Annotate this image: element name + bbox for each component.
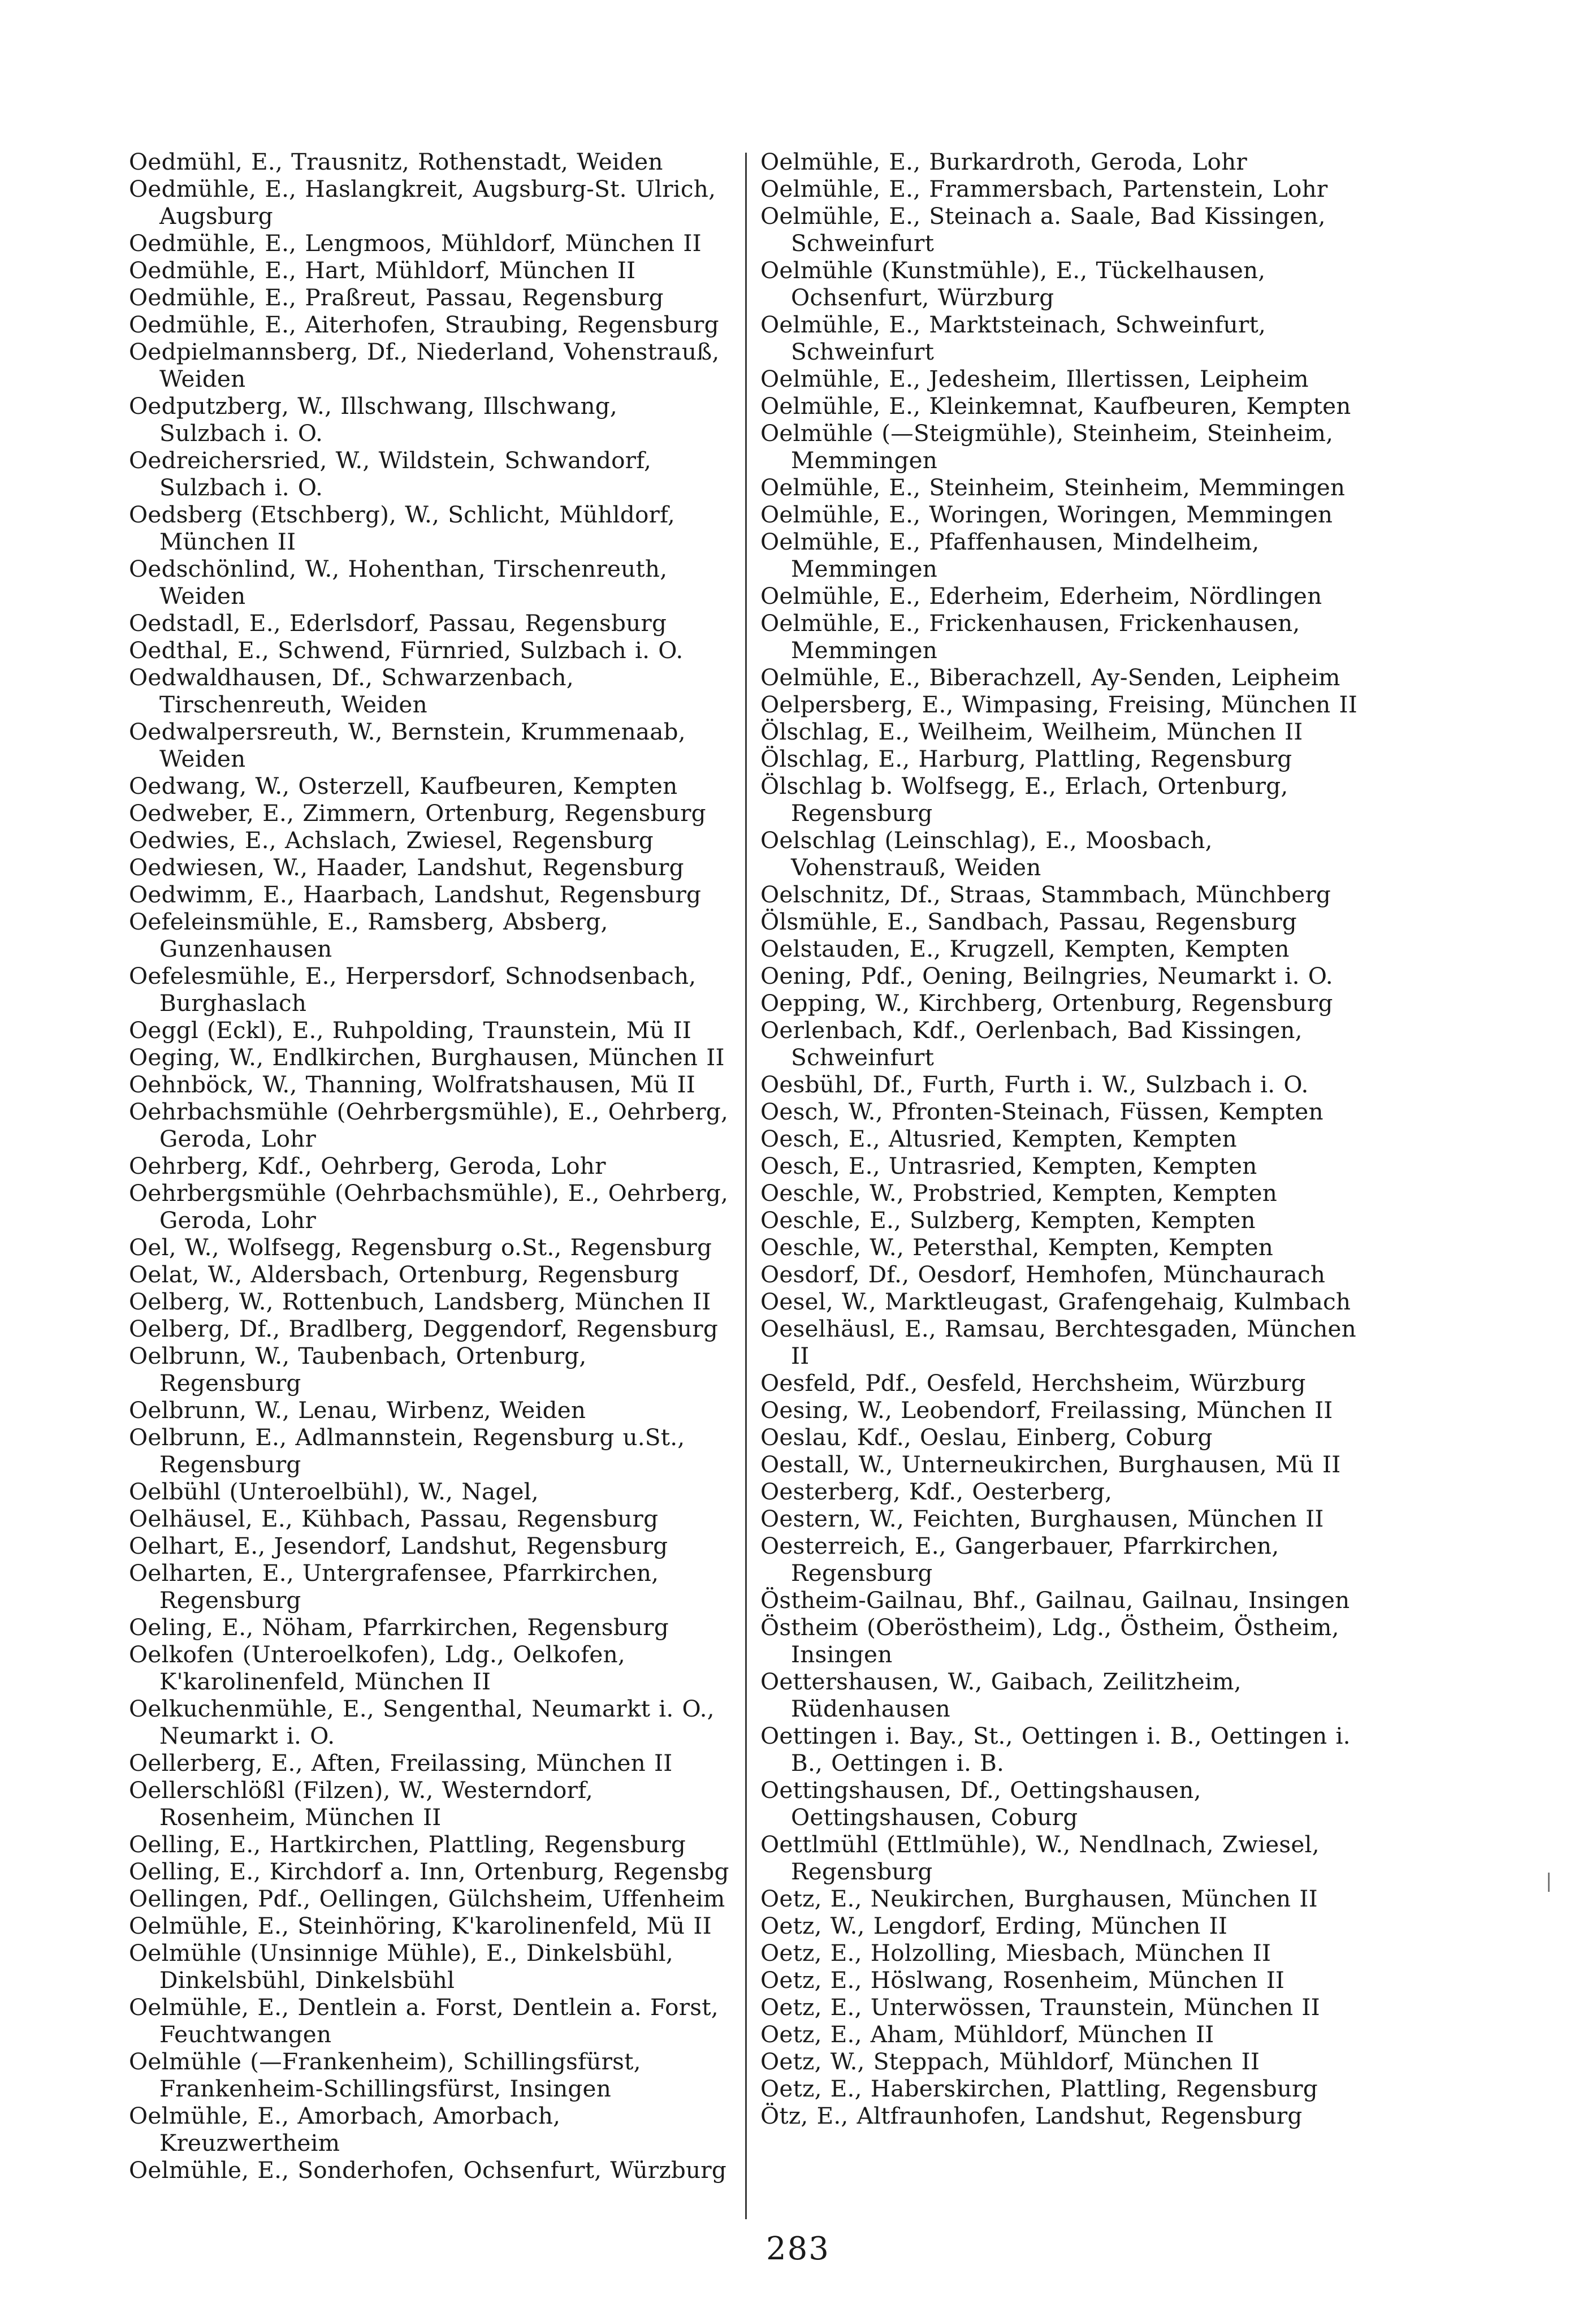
place-entry: Oelling, E., Hartkirchen, Plattling, Regensburg — [129, 1831, 686, 1858]
place-entry: Oesfeld, Pdf., Oesfeld, Herchsheim, Würzburg — [760, 1369, 1306, 1397]
place-entry: Oeschle, E., Sulzberg, Kempten, Kempten — [760, 1207, 1256, 1234]
place-entry: Oettingshausen, Df., Oettingshausen, Oettingshausen, Coburg — [760, 1776, 1201, 1831]
place-entry: Oelmühle, E., Steinach a. Saale, Bad Kissingen, Schweinfurt — [760, 202, 1326, 257]
place-entry: Oesbühl, Df., Furth, Furth i. W., Sulzbach i. O. — [760, 1071, 1309, 1098]
place-entry: Oedschönlind, W., Hohenthan, Tirschenreuth, Weiden — [129, 555, 668, 609]
place-entry: Oelmühle (—Frankenheim), Schillingsfürst, Frankenheim-Schillingsfürst, Insingen — [129, 2048, 641, 2102]
place-entry: Oedmühle, E., Praßreut, Passau, Regensburg — [129, 284, 664, 311]
place-entry: Oelberg, W., Rottenbuch, Landsberg, München II — [129, 1288, 711, 1315]
place-entry: Oettlmühl (Ettlmühle), W., Nendlnach, Zwiesel, Regensburg — [760, 1831, 1320, 1885]
place-entry: Oel, W., Wolfsegg, Regensburg o.St., Regensburg — [129, 1234, 712, 1261]
place-entry: Oelhart, E., Jesendorf, Landshut, Regensburg — [129, 1532, 668, 1559]
place-entry: Oelmühle, E., Kleinkemnat, Kaufbeuren, Kempten — [760, 392, 1351, 420]
place-entry: Oedwiesen, W., Haader, Landshut, Regensburg — [129, 854, 684, 881]
place-entry: Oesch, E., Altusried, Kempten, Kempten — [760, 1125, 1237, 1152]
left-column — [129, 148, 731, 2184]
place-entry: Ölschlag b. Wolfsegg, E., Erlach, Ortenburg, Regensburg — [760, 772, 1288, 827]
place-entry: Oestall, W., Unterneukirchen, Burghausen, Mü II — [760, 1451, 1341, 1478]
place-entry: Oelmühle, E., Jedesheim, Illertissen, Leipheim — [760, 365, 1309, 392]
place-entry: Oehrberg, Kdf., Oehrberg, Geroda, Lohr — [129, 1152, 606, 1179]
place-entry: Oeslau, Kdf., Oeslau, Einberg, Coburg — [760, 1424, 1213, 1451]
place-entry: Oelmühle, E., Pfaffenhausen, Mindelheim, Memmingen — [760, 528, 1260, 582]
place-entry: Oelbühl (Unteroelbühl), W., Nagel, — [129, 1478, 539, 1505]
place-entry: Oedstadl, E., Ederlsdorf, Passau, Regensburg — [129, 609, 667, 637]
place-entry: Oestern, W., Feichten, Burghausen, München II — [760, 1505, 1324, 1532]
place-entry: Oellerschlößl (Filzen), W., Westerndorf, Rosenheim, München II — [129, 1776, 593, 1831]
place-entry: Oehnböck, W., Thanning, Wolfratshausen, Mü II — [129, 1071, 695, 1098]
place-entry: Oedmühle, E., Aiterhofen, Straubing, Regensburg — [129, 311, 719, 338]
place-entry: Oedputzberg, W., Illschwang, Illschwang, Sulzbach i. O. — [129, 392, 617, 447]
place-entry: Oelmühle, E., Frickenhausen, Frickenhausen, Memmingen — [760, 609, 1300, 664]
place-entry: Oesing, W., Leobendorf, Freilassing, München II — [760, 1397, 1333, 1424]
place-entry: Ölschlag, E., Harburg, Plattling, Regensburg — [760, 745, 1292, 772]
place-entry: Oelschlag (Leinschlag), E., Moosbach, Vohenstrauß, Weiden — [760, 827, 1213, 881]
place-entry: Oettershausen, W., Gaibach, Zeilitzheim, Rüdenhausen — [760, 1668, 1242, 1722]
place-entry: Oedmühle, E., Hart, Mühldorf, München II — [129, 257, 636, 284]
margin-mark — [1548, 1873, 1550, 1892]
place-entry: Oelkuchenmühle, E., Sengenthal, Neumarkt i. O., Neumarkt i. O. — [129, 1695, 715, 1749]
place-entry: Oelling, E., Kirchdorf a. Inn, Ortenburg, Regensbg — [129, 1858, 729, 1885]
place-entry: Oellingen, Pdf., Oellingen, Gülchsheim, Uffenheim — [129, 1885, 725, 1912]
place-entry: Oeschle, W., Probstried, Kempten, Kempten — [760, 1179, 1278, 1207]
place-entry: Oettingen i. Bay., St., Oettingen i. B., Oettingen i. B., Oettingen i. B. — [760, 1722, 1351, 1776]
place-entry: Oedthal, E., Schwend, Fürnried, Sulzbach i. O. — [129, 637, 684, 664]
place-entry: Oedwies, E., Achslach, Zwiesel, Regensburg — [129, 827, 654, 854]
place-entry: Oetz, E., Holzolling, Miesbach, München II — [760, 1939, 1271, 1966]
place-entry: Ölsmühle, E., Sandbach, Passau, Regensburg — [760, 908, 1297, 935]
place-entry: Oedwang, W., Osterzell, Kaufbeuren, Kempten — [129, 772, 678, 799]
place-entry: Oedmühl, E., Trausnitz, Rothenstadt, Weiden — [129, 148, 663, 175]
place-entry: Östheim (Oberöstheim), Ldg., Östheim, Östheim, Insingen — [760, 1614, 1339, 1668]
place-entry: Oeggl (Eckl), E., Ruhpolding, Traunstein, Mü II — [129, 1017, 692, 1044]
place-entry: Ölschlag, E., Weilheim, Weilheim, München II — [760, 718, 1303, 745]
place-entry: Oelmühle, E., Sonderhofen, Ochsenfurt, Würzburg — [129, 2156, 726, 2184]
place-entry: Oedpielmannsberg, Df., Niederland, Vohenstrauß, Weiden — [129, 338, 720, 392]
place-entry: Oedwimm, E., Haarbach, Landshut, Regensburg — [129, 881, 702, 908]
right-column — [760, 148, 1363, 2129]
place-entry: Oelmühle, E., Woringen, Woringen, Memmingen — [760, 501, 1333, 528]
page-number: 283 — [766, 2230, 830, 2267]
place-entry: Oelbrunn, W., Taubenbach, Ortenburg, Regensburg — [129, 1342, 587, 1397]
place-entry: Oedsberg (Etschberg), W., Schlicht, Mühldorf, München II — [129, 501, 675, 555]
place-entry: Oesdorf, Df., Oesdorf, Hemhofen, Münchaurach — [760, 1261, 1326, 1288]
place-entry: Oelmühle, E., Dentlein a. Forst, Dentlein a. Forst, Feuchtwangen — [129, 1994, 719, 2048]
place-entry: Oelbrunn, W., Lenau, Wirbenz, Weiden — [129, 1397, 586, 1424]
place-entry: Oedweber, E., Zimmern, Ortenburg, Regensburg — [129, 799, 706, 827]
place-entry: Oerlenbach, Kdf., Oerlenbach, Bad Kissingen, Schweinfurt — [760, 1017, 1303, 1071]
place-entry: Ötz, E., Altfraunhofen, Landshut, Regensburg — [760, 2102, 1303, 2129]
place-entry: Oesel, W., Marktleugast, Grafengehaig, Kulmbach — [760, 1288, 1351, 1315]
place-entry: Oetz, E., Aham, Mühldorf, München II — [760, 2021, 1214, 2048]
place-entry: Oedwaldhausen, Df., Schwarzenbach, Tirschenreuth, Weiden — [129, 664, 574, 718]
place-entry: Oehrbachsmühle (Oehrbergsmühle), E., Oehrberg, Geroda, Lohr — [129, 1098, 729, 1152]
place-entry: Oelmühle, E., Frammersbach, Partenstein, Lohr — [760, 175, 1328, 202]
place-entry: Oepping, W., Kirchberg, Ortenburg, Regensburg — [760, 989, 1333, 1017]
place-entry: Oefeleinsmühle, E., Ramsberg, Absberg, Gunzenhausen — [129, 908, 608, 962]
place-entry: Oesch, E., Untrasried, Kempten, Kempten — [760, 1152, 1257, 1179]
place-entry: Oedreichersried, W., Wildstein, Schwandorf, Sulzbach i. O. — [129, 447, 652, 501]
place-entry: Oetz, E., Höslwang, Rosenheim, München II — [760, 1966, 1285, 1994]
place-entry: Oelkofen (Unteroelkofen), Ldg., Oelkofen, K'karolinenfeld, München II — [129, 1641, 625, 1695]
place-entry: Oelmühle, E., Steinheim, Steinheim, Memmingen — [760, 474, 1346, 501]
place-entry: Oelhäusel, E., Kühbach, Passau, Regensburg — [129, 1505, 659, 1532]
place-entry: Oedmühle, E., Lengmoos, Mühldorf, München II — [129, 230, 702, 257]
place-entry: Oelmühle (Kunstmühle), E., Tückelhausen, Ochsenfurt, Würzburg — [760, 257, 1266, 311]
place-entry: Oelstauden, E., Krugzell, Kempten, Kempten — [760, 935, 1290, 962]
place-entry: Oelmühle, E., Biberachzell, Ay-Senden, Leipheim — [760, 664, 1340, 691]
place-entry: Oelmühle, E., Amorbach, Amorbach, Kreuzwertheim — [129, 2102, 561, 2156]
place-entry: Oetz, E., Neukirchen, Burghausen, München II — [760, 1885, 1318, 1912]
place-entry: Oesterreich, E., Gangerbauer, Pfarrkirchen, Regensburg — [760, 1532, 1279, 1587]
place-entry: Oesterberg, Kdf., Oesterberg, — [760, 1478, 1113, 1505]
place-entry: Oetz, W., Lengdorf, Erding, München II — [760, 1912, 1228, 1939]
place-entry: Oelberg, Df., Bradlberg, Deggendorf, Regensburg — [129, 1315, 718, 1342]
place-entry: Oelharten, E., Untergrafensee, Pfarrkirchen, Regensburg — [129, 1559, 659, 1614]
place-entry: Oefelesmühle, E., Herpersdorf, Schnodsenbach, Burghaslach — [129, 962, 697, 1017]
place-entry: Oelmühle, E., Steinhöring, K'karolinenfeld, Mü II — [129, 1912, 712, 1939]
place-entry: Oeling, E., Nöham, Pfarrkirchen, Regensburg — [129, 1614, 669, 1641]
place-entry: Oelpersberg, E., Wimpasing, Freising, München II — [760, 691, 1357, 718]
place-entry: Oeging, W., Endlkirchen, Burghausen, München II — [129, 1044, 725, 1071]
place-entry: Oelmühle, E., Ederheim, Ederheim, Nördlingen — [760, 582, 1322, 609]
place-entry: Oelschnitz, Df., Straas, Stammbach, Münchberg — [760, 881, 1331, 908]
place-entry: Oellerberg, E., Aften, Freilassing, München II — [129, 1749, 673, 1776]
place-entry: Oedmühle, E., Haslangkreit, Augsburg-St. Ulrich, Augsburg — [129, 175, 716, 230]
place-entry: Oeschle, W., Petersthal, Kempten, Kempten — [760, 1234, 1274, 1261]
place-entry: Oelmühle, E., Burkardroth, Geroda, Lohr — [760, 148, 1247, 175]
place-entry: Oelat, W., Aldersbach, Ortenburg, Regensburg — [129, 1261, 680, 1288]
place-entry: Oetz, E., Haberskirchen, Plattling, Regensburg — [760, 2075, 1318, 2102]
place-entry: Oeselhäusl, E., Ramsau, Berchtesgaden, München II — [760, 1315, 1356, 1369]
place-entry: Oedwalpersreuth, W., Bernstein, Krummenaab, Weiden — [129, 718, 686, 772]
place-entry: Oetz, W., Steppach, Mühldorf, München II — [760, 2048, 1260, 2075]
column-divider — [745, 153, 747, 2219]
place-entry: Oelmühle, E., Marktsteinach, Schweinfurt, Schweinfurt — [760, 311, 1266, 365]
place-entry: Oelbrunn, E., Adlmannstein, Regensburg u.St., Regensburg — [129, 1424, 685, 1478]
place-entry: Oelmühle (Unsinnige Mühle), E., Dinkelsbühl, Dinkelsbühl, Dinkelsbühl — [129, 1939, 673, 1994]
place-entry: Oelmühle (—Steigmühle), Steinheim, Steinheim, Memmingen — [760, 420, 1334, 474]
place-entry: Oetz, E., Unterwössen, Traunstein, München II — [760, 1994, 1320, 2021]
place-entry: Oesch, W., Pfronten-Steinach, Füssen, Kempten — [760, 1098, 1323, 1125]
place-entry: Östheim-Gailnau, Bhf., Gailnau, Gailnau, Insingen — [760, 1587, 1350, 1614]
place-entry: Oehrbergsmühle (Oehrbachsmühle), E., Oehrberg, Geroda, Lohr — [129, 1179, 729, 1234]
place-entry: Oening, Pdf., Oening, Beilngries, Neumarkt i. O. — [760, 962, 1333, 989]
